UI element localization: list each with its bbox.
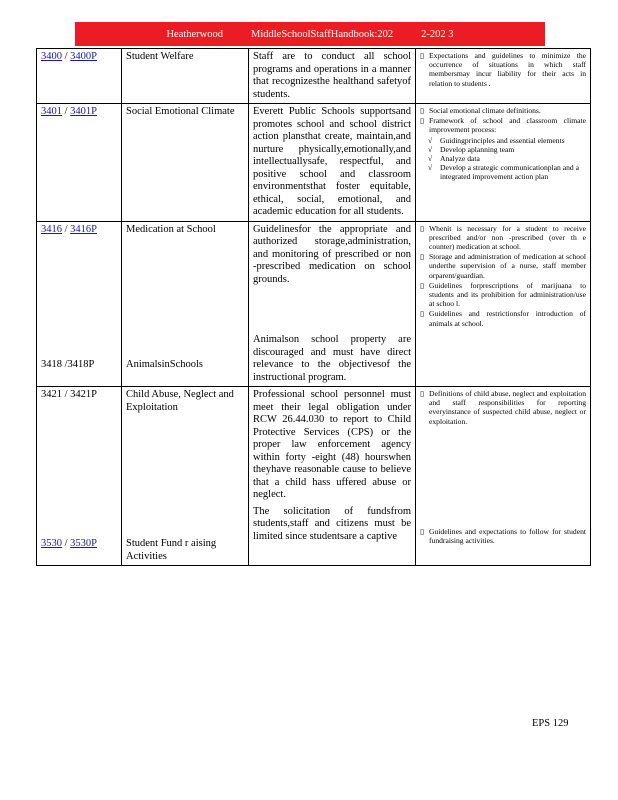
policy-link[interactable]: 3401 xyxy=(41,106,62,117)
procedure-code: 3421P xyxy=(70,389,98,400)
policy-summary-cell xyxy=(249,387,416,566)
footer-label: EPS xyxy=(532,718,551,729)
sub-list-item: √ Develop aplanning team xyxy=(428,144,515,154)
bullet-box-icon: ▯ xyxy=(420,106,425,115)
policy-code-cell: 3416 / 3416P 3418 /3418P xyxy=(37,221,122,387)
policy-summary: Guidelinesfor the appropriate and authorized storage,administration, and monitoring of prescribed or non -prescribed medication on school grounds. xyxy=(253,223,411,285)
list-item: ▯ Guidelines and restrictionsfor introduction of animals at school. xyxy=(420,309,586,328)
bullet-box-icon: ▯ xyxy=(420,389,425,398)
policy-summary-cell xyxy=(249,221,416,387)
check-mark-icon: √ xyxy=(428,135,433,145)
sub-list-item: √ Develop a strategic communicationplan and a integrated improvement action plan xyxy=(428,163,579,182)
table-row xyxy=(37,387,591,566)
procedure-bullets xyxy=(416,49,591,104)
page-header-banner xyxy=(75,22,545,46)
bullet-box-icon: ▯ xyxy=(420,309,425,319)
header-title: MiddleSchoolStaffHandbook:202 xyxy=(251,28,394,40)
policy-title-secondary: Student Fund r aising Activities xyxy=(126,538,217,562)
policy-link[interactable]: 3400 xyxy=(41,51,62,62)
policy-table xyxy=(36,48,591,566)
list-item: ▯ Whenit is necessary for a student to receive prescribed and/or non -prescribed (over th e counter) medication at school. xyxy=(420,223,586,251)
page-number: 129 xyxy=(552,718,569,729)
policy-summary: Everett Public Schools supportsand promotes school and school district action plansthat create, maintain,and nurture physically,emotionally,and intellectuallysafe, respectful, and positive school and classroom environmentsthat foster equitable, ethical, social, emotional, and academic education for all students. xyxy=(249,104,416,222)
policy-code-cell: 3421 / 3421P 3530 / 3530P xyxy=(37,387,122,566)
bullet-box-icon: ▯ xyxy=(420,116,425,126)
check-mark-icon: √ xyxy=(428,163,433,173)
policy-title: Medication at School xyxy=(126,223,216,235)
spacer xyxy=(126,236,244,359)
bullet-box-icon: ▯ xyxy=(420,526,425,536)
policy-title: Student Welfare xyxy=(122,49,249,104)
policy-title-cell xyxy=(122,387,249,566)
procedure-link[interactable]: 3401P xyxy=(70,106,98,117)
list-item: ▯ Storage and administration of medication at school underthe supervision of a nurse, staff member orparent/guardian. xyxy=(420,252,586,280)
policy-summary: Professional school personnel must meet their legal obligation under RCW 26.44.030 to report to Child Protective Services (CPS) or the proper law enforcement agency within forty -eight (48) hourswhen theyhave reasonable cause to believe that a child hass uffered abuse or neglect. xyxy=(253,389,411,500)
policy-summary-secondary: The solicitation of fundsfrom students,staff and citizens must be limited since studentsare a captive xyxy=(253,505,411,542)
header-year: 2-202 3 xyxy=(421,28,454,40)
policy-summary-secondary: Animalson school property are discouraged and must have direct relevance to the objectivesof the instructional program. xyxy=(253,334,411,383)
procedure-link[interactable]: 3400P xyxy=(70,51,98,62)
procedure-bullets xyxy=(416,387,591,566)
bullet-box-icon: ▯ xyxy=(420,51,425,60)
list-item: ▯ Social emotional climate definitions. xyxy=(420,106,541,115)
policy-summary: Staff are to conduct all school programs and operations in a manner that recognizesthe healthand safetyof students. xyxy=(249,49,416,104)
table-row xyxy=(37,104,591,222)
bullet-box-icon: ▯ xyxy=(420,280,425,290)
header-school: Heatherwood xyxy=(166,28,224,40)
page-footer xyxy=(532,718,568,729)
policy-link[interactable]: 3416 xyxy=(41,223,62,235)
procedure-link[interactable]: 3416P xyxy=(70,223,98,235)
check-mark-icon: √ xyxy=(428,144,433,154)
policy-code-cell: 3400 / 3400P xyxy=(37,49,122,104)
procedure-link[interactable]: 3530P xyxy=(70,537,98,549)
sub-list-item: √ Guidingprinciples and essential elements xyxy=(428,135,565,145)
procedure-bullets xyxy=(416,221,591,387)
policy-code: 3421 xyxy=(41,389,62,400)
sub-list-item: √ Analyze data xyxy=(428,154,480,164)
spacer xyxy=(420,427,586,527)
table-row xyxy=(37,49,591,104)
spacer xyxy=(41,236,117,359)
policy-title-cell xyxy=(122,221,249,387)
list-item: ▯ Framework of school and classroom climate improvement process: xyxy=(420,116,586,135)
policy-code-cell: 3401 / 3401P xyxy=(37,104,122,222)
procedure-bullets xyxy=(416,104,591,222)
policy-link[interactable]: 3530 xyxy=(41,537,62,549)
list-item: ▯ Definitions of child abuse, neglect and exploitation and staff responsibilities for reporting everyinstance of suspected child abuse, neglect or exploitation. xyxy=(420,389,586,426)
table-row xyxy=(37,221,591,387)
list-item: ▯ Guidelines forprescriptions of marijuana to students and its prohibition for administration/use at schoo l. xyxy=(420,280,586,309)
policy-title: Social Emotional Climate xyxy=(122,104,249,222)
check-mark-icon: √ xyxy=(428,154,433,164)
spacer xyxy=(253,286,411,334)
policy-title: Child Abuse, Neglect and Exploitation xyxy=(126,389,234,413)
bullet-box-icon: ▯ xyxy=(420,252,425,262)
policy-code-secondary: 3418 /3418P xyxy=(41,359,95,370)
bullet-box-icon: ▯ xyxy=(420,223,425,233)
spacer xyxy=(41,402,117,538)
policy-title-secondary: AnimalsinSchools xyxy=(126,359,204,370)
list-item: ▯ Guidelines and expectations to follow for student fundraising activities. xyxy=(420,526,586,546)
list-item: ▯ Expectations and guidelines to minimize the occurrence of situations in which staff membersmay incur liability for their acts in relation to students . xyxy=(420,51,586,88)
spacer xyxy=(126,414,244,538)
